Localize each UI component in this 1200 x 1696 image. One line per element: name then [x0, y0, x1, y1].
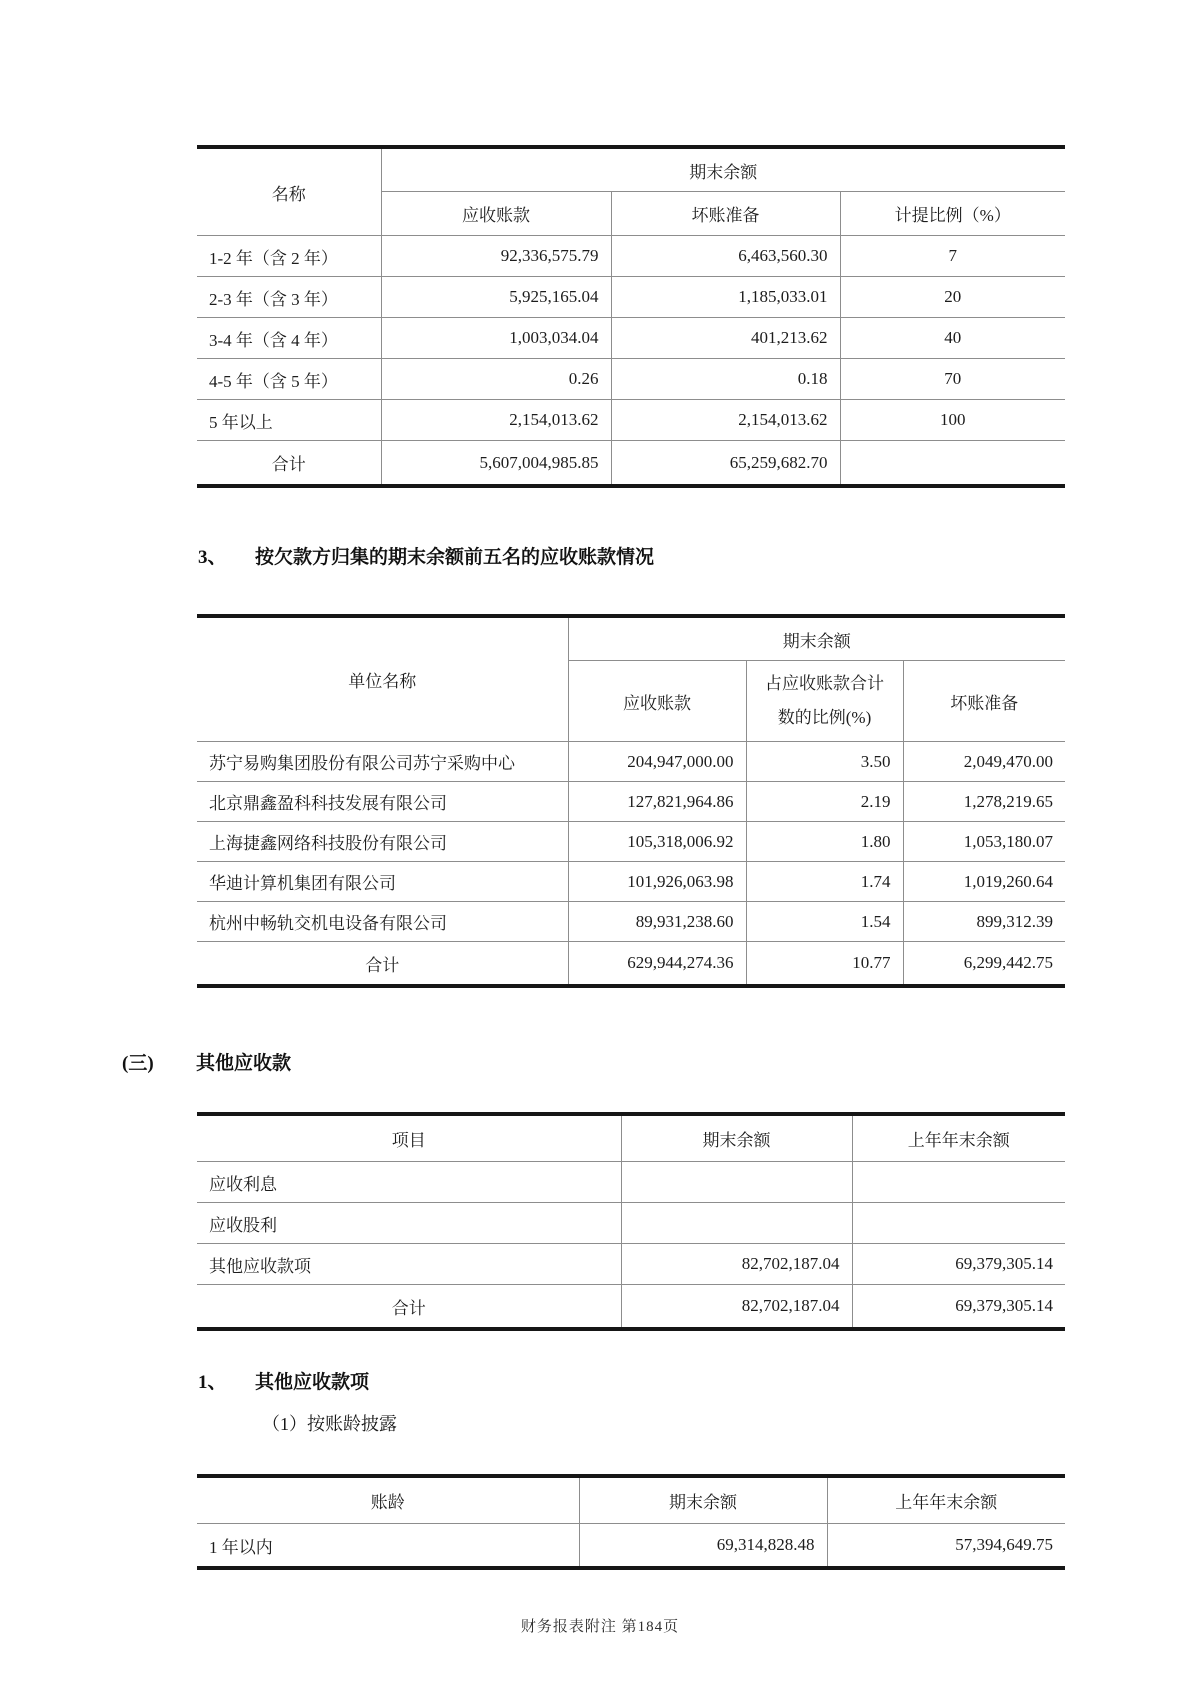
ratio-value: 100 [840, 400, 1065, 441]
table-row [197, 400, 1065, 441]
header-item: 项目 [197, 1114, 621, 1162]
ratio-value: 7 [840, 236, 1065, 277]
table-row [197, 277, 1065, 318]
table-row [197, 822, 1065, 862]
pct-value: 1.74 [746, 862, 903, 902]
item-label: 应收股利 [197, 1203, 621, 1244]
aging-label: 4-5 年（含 5 年） [197, 359, 381, 400]
ending-amount: 69,314,828.48 [579, 1524, 827, 1569]
total-label: 合计 [271, 455, 306, 474]
ar-amount: 629,944,274.36 [568, 942, 746, 987]
prior-amount [852, 1203, 1065, 1244]
table-total-row [197, 1285, 1065, 1330]
bad-debt-amount: 1,019,260.64 [903, 862, 1065, 902]
header-accounts-receivable: 应收账款 [381, 192, 611, 236]
header-entity-name: 单位名称 [197, 616, 568, 742]
bad-debt-amount: 1,185,033.01 [611, 277, 840, 318]
ar-amount: 5,607,004,985.85 [381, 441, 611, 487]
section-title: 其他应收款 [196, 1053, 292, 1074]
ar-amount: 92,336,575.79 [381, 236, 611, 277]
header-name: 名称 [197, 147, 381, 236]
gap [0, 1078, 1200, 1112]
section-heading-other-receivables [122, 1050, 1200, 1078]
bad-debt-amount: 2,049,470.00 [903, 742, 1065, 782]
debtor-name: 华迪计算机集团有限公司 [197, 862, 568, 902]
bad-debt-amount: 1,278,219.65 [903, 782, 1065, 822]
total-label: 合计 [365, 955, 400, 975]
other-receivables-aging-table [197, 1474, 1065, 1570]
item-label: 其他应收款项 [197, 1244, 621, 1285]
aging-label: 5 年以上 [197, 400, 381, 441]
section-heading-top5 [198, 544, 1200, 572]
table-total-row [197, 441, 1065, 487]
section-title: 按欠款方归集的期末余额前五名的应收账款情况 [255, 547, 655, 568]
ar-amount: 2,154,013.62 [381, 400, 611, 441]
table-header-row [197, 147, 1065, 192]
bad-debt-amount: 899,312.39 [903, 902, 1065, 942]
bad-debt-amount: 65,259,682.70 [611, 441, 840, 487]
prior-amount: 69,379,305.14 [852, 1244, 1065, 1285]
ending-amount [621, 1162, 852, 1203]
section-heading-other-items [198, 1369, 1200, 1397]
header-accounts-receivable: 应收账款 [568, 661, 746, 742]
ar-amount: 5,925,165.04 [381, 277, 611, 318]
header-ending-balance: 期末余额 [579, 1476, 827, 1524]
table-row [197, 1244, 1065, 1285]
header-provision-ratio: 计提比例（%） [840, 192, 1065, 236]
bad-debt-amount: 401,213.62 [611, 318, 840, 359]
debtor-name: 苏宁易购集团股份有限公司苏宁采购中心 [197, 742, 568, 782]
aging-label: 1 年以内 [209, 1537, 273, 1557]
table-row [197, 862, 1065, 902]
header-aging: 账龄 [197, 1476, 579, 1524]
table-row [197, 782, 1065, 822]
section-number: 3、 [198, 547, 227, 568]
table-row [197, 902, 1065, 942]
item-label: 应收利息 [197, 1162, 621, 1203]
ending-amount: 82,702,187.04 [621, 1285, 852, 1330]
aging-label: 3-4 年（含 4 年） [197, 318, 381, 359]
table-row [197, 359, 1065, 400]
header-ending-balance: 期末余额 [621, 1114, 852, 1162]
bad-debt-amount: 6,463,560.30 [611, 236, 840, 277]
gap [0, 572, 1200, 614]
ar-amount: 101,926,063.98 [568, 862, 746, 902]
bad-debt-amount: 1,053,180.07 [903, 822, 1065, 862]
prior-amount [852, 1162, 1065, 1203]
table-row [197, 236, 1065, 277]
subsection-heading-aging-disclosure: （1）按账龄披露 [262, 1414, 397, 1434]
ar-amount: 0.26 [381, 359, 611, 400]
ending-amount [621, 1203, 852, 1244]
ar-aging-provision-table [197, 145, 1065, 488]
table-row [197, 1203, 1065, 1244]
ar-amount: 127,821,964.86 [568, 782, 746, 822]
pct-value: 10.77 [746, 942, 903, 987]
ratio-value: 70 [840, 359, 1065, 400]
bad-debt-amount: 2,154,013.62 [611, 400, 840, 441]
header-ending-balance: 期末余额 [568, 616, 1065, 661]
ar-amount: 204,947,000.00 [568, 742, 746, 782]
table-header-row [197, 1476, 1065, 1524]
header-bad-debt-provision: 坏账准备 [611, 192, 840, 236]
table-header-row [197, 1114, 1065, 1162]
section-number: (三) [122, 1053, 154, 1074]
ratio-value [840, 441, 1065, 487]
debtor-name: 上海捷鑫网络科技股份有限公司 [197, 822, 568, 862]
pct-value: 3.50 [746, 742, 903, 782]
gap [0, 1437, 1200, 1474]
total-label: 合计 [391, 1298, 426, 1318]
ratio-value: 20 [840, 277, 1065, 318]
ar-amount: 89,931,238.60 [568, 902, 746, 942]
prior-amount: 57,394,649.75 [827, 1524, 1065, 1569]
table-row [197, 1524, 1065, 1569]
top-margin [0, 0, 1200, 145]
table-row [197, 1162, 1065, 1203]
pct-value: 2.19 [746, 782, 903, 822]
bad-debt-amount: 6,299,442.75 [903, 942, 1065, 987]
ending-amount: 82,702,187.04 [621, 1244, 852, 1285]
ar-amount: 1,003,034.04 [381, 318, 611, 359]
prior-amount: 69,379,305.14 [852, 1285, 1065, 1330]
section-title: 其他应收款项 [255, 1372, 370, 1393]
top5-debtors-table [197, 614, 1065, 988]
other-receivables-table [197, 1112, 1065, 1331]
bad-debt-amount: 0.18 [611, 359, 840, 400]
table-header-row [197, 616, 1065, 661]
debtor-name: 杭州中畅轨交机电设备有限公司 [197, 902, 568, 942]
pct-value: 1.54 [746, 902, 903, 942]
section-number: 1、 [198, 1372, 227, 1393]
header-bad-debt-provision: 坏账准备 [903, 661, 1065, 742]
ratio-value: 40 [840, 318, 1065, 359]
header-prior-year-balance: 上年年末余额 [827, 1476, 1065, 1524]
table-row [197, 318, 1065, 359]
table-row [197, 742, 1065, 782]
header-prior-year-balance: 上年年末余额 [852, 1114, 1065, 1162]
aging-label: 1-2 年（含 2 年） [197, 236, 381, 277]
page-footer: 财务报表附注 第184页 [520, 1619, 680, 1635]
table-total-row [197, 942, 1065, 987]
pct-value: 1.80 [746, 822, 903, 862]
header-pct-of-total: 占应收账款合计数的比例(%) [746, 661, 903, 742]
debtor-name: 北京鼎鑫盈科科技发展有限公司 [197, 782, 568, 822]
aging-label: 2-3 年（含 3 年） [197, 277, 381, 318]
ar-amount: 105,318,006.92 [568, 822, 746, 862]
header-ending-balance: 期末余额 [381, 147, 1065, 192]
